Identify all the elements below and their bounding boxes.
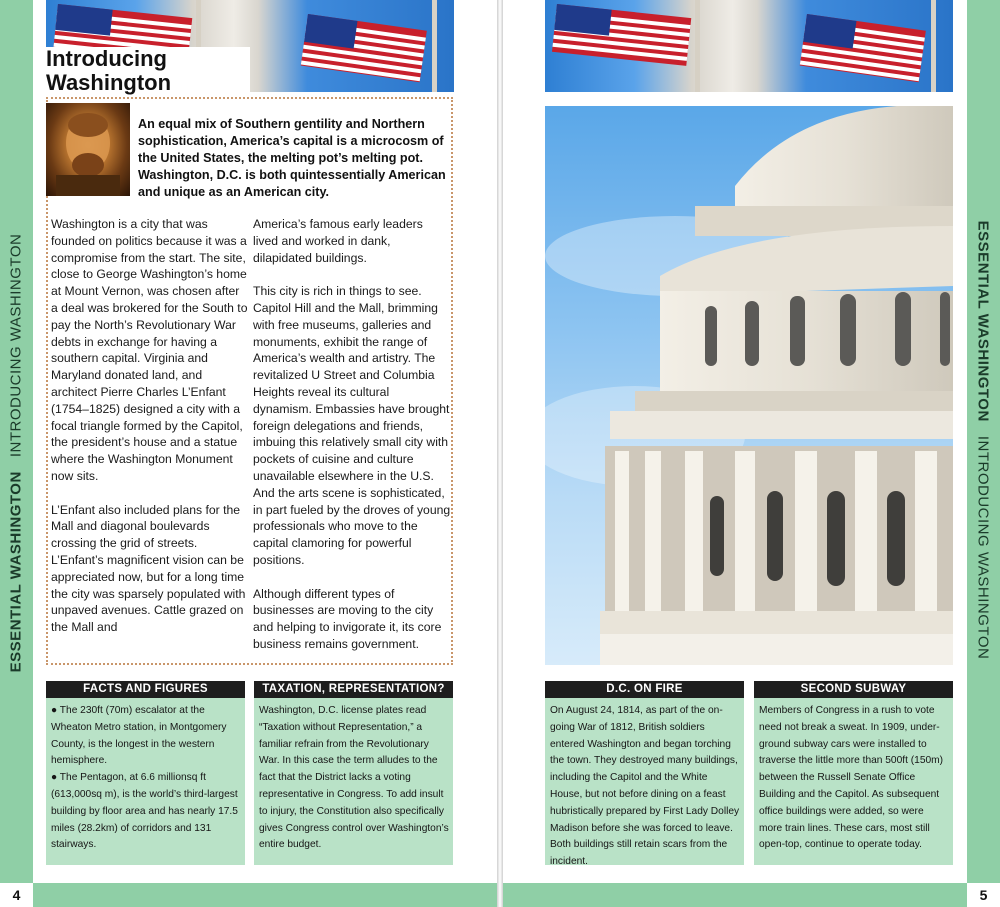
title-line-1: Introducing (46, 46, 167, 71)
dc-on-fire-heading: D.C. ON FIRE (545, 681, 744, 698)
lincoln-statue-photo (46, 103, 130, 196)
fact-item-escalator: ● The 230ft (70m) escalator at the Wheaton Metro station, in Montgomery County, is the longest in the western hemisphere. (51, 705, 227, 767)
second-subway-text: Members of Congress in a rush to vote need not break a sweat. In 1909, under-ground subway cars were installed to traverse the little more than 500ft (150m) between the Russell Senate Office Building and the Capitol. As subsequent office buildings were added, so were more train lines. These cars, most still open-top, continue to operate today. (759, 705, 944, 851)
us-flags-illustration-right (545, 0, 953, 92)
col1-paragraph-2: L’Enfant also included plans for the Mall and diagonal boulevards crossing the grid of streets. L’Enfant’s magnificent vision can be appreciated now, but for a long time the city was sparsely populated with unpaved avenues. Cattle grazed on the Mall and (51, 502, 246, 635)
lincoln-statue-illustration (46, 103, 130, 196)
fact-item-pentagon: ● The Pentagon, at 6.6 millionsq ft (613,000sq m), is the world’s third-largest building by floor area and has nearly 17.5 miles (28.2km) of corridors and 131 stairways. (51, 772, 238, 851)
left-side-label-light: INTRODUCING WASHINGTON (7, 233, 25, 458)
book-spine (497, 0, 503, 907)
body-column-1 (51, 216, 249, 653)
lead-paragraph: An equal mix of Southern gentility and Northern sophistication, America’s capital is a microcosm of the United States, the melting pot’s melting pot. Washington, D.C. is both quintessentially American and unique as an American city. (138, 117, 446, 199)
capitol-dome-photo (545, 106, 953, 665)
taxation-representation-box (254, 681, 453, 865)
col2-paragraph-3: Although different types of businesses are moving to the city and helping to invigorate it, its core business remains government. (253, 586, 442, 651)
left-side-label-bold: ESSENTIAL WASHINGTON (7, 471, 25, 673)
right-flag-banner (545, 0, 953, 92)
facts-and-figures-body (46, 698, 245, 854)
taxation-representation-heading: TAXATION, REPRESENTATION? (254, 681, 453, 698)
left-page-footer (0, 883, 497, 907)
col2-paragraph-2: This city is rich in things to see. Capitol Hill and the Mall, brimming with free museums, galleries and monuments, exhibit the range of America’s wealth and artistry. The revitalized U Street and Columbia Heights reveal its cultural dynamism. Embassies have brought foreign delegations and friends, imbuing this relatively small city with pockets of cuisine and culture unavailable elsewhere in the U.S. And the arts scene is sophisticated, in part fueled by the droves of young professionals who move to the capital clamoring for powerful positions. (253, 284, 451, 567)
right-page-footer (503, 883, 1000, 907)
right-page-number: 5 (967, 883, 1000, 907)
right-side-label (975, 221, 992, 660)
title-line-2: Washington (46, 70, 172, 95)
col2-paragraph-1: America’s famous early leaders lived and worked in dank, dilapidated buildings. (253, 217, 423, 265)
capitol-dome-illustration (545, 106, 953, 665)
taxation-representation-text: Washington, D.C. license plates read “Taxation without Representation,” a familiar refrain from the Revolutionary War. In this case the term alludes to the fact that the District lacks a voting representative in Congress. To add insult to injury, the Constitution also specifically gives Congress control over Washington’s entire budget. (259, 705, 449, 851)
left-page-number: 4 (0, 883, 33, 907)
dc-on-fire-box (545, 681, 744, 868)
right-side-label-bold: ESSENTIAL WASHINGTON (974, 220, 992, 422)
col1-paragraph-1: Washington is a city that was founded on politics because it was a compromise from the start. The site, close to George Washington’s home at Mount Vernon, was chosen after a deal was brokered for the South to pay the North’s Revolutionary War debts in exchange for having a southern capital. Virginia and Maryland donated land, and architect Pierre Charles L’Enfant (1754–1825) designed a city with a focal triangle formed by the Capitol, the president’s house and a statue where the Washington Monument now sits. (51, 217, 248, 483)
left-side-label (8, 234, 25, 673)
second-subway-heading: SECOND SUBWAY (754, 681, 953, 698)
taxation-representation-body (254, 698, 453, 854)
facts-and-figures-box (46, 681, 245, 865)
dc-on-fire-body (545, 698, 744, 871)
right-side-label-light: INTRODUCING WASHINGTON (974, 435, 992, 660)
second-subway-body (754, 698, 953, 854)
facts-and-figures-heading: FACTS AND FIGURES (46, 681, 245, 698)
page-title (46, 47, 171, 95)
dc-on-fire-text: On August 24, 1814, as part of the on-going War of 1812, British soldiers entered Washington and began torching the town. They destroyed many buildings, including the Capitol and the White House, but not before dining on a feast hubristically prepared by First Lady Dolley Madison before she was forced to leave. Both buildings still retain scars from the incident. (550, 705, 740, 868)
body-column-2 (253, 216, 451, 670)
second-subway-box (754, 681, 953, 865)
